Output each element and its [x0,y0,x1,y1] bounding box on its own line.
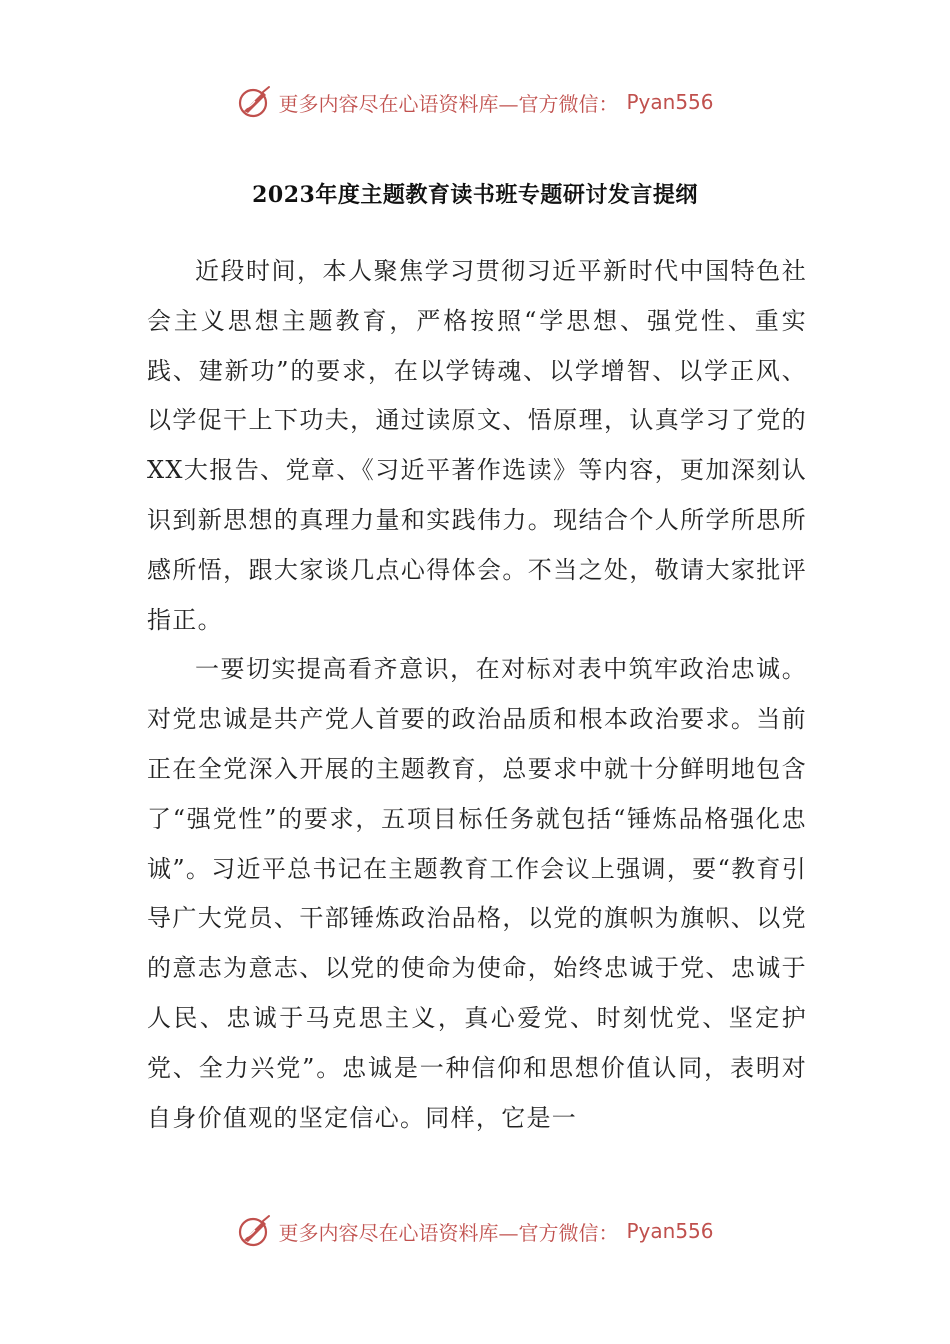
footer-banner-handle: Pyan556 [626,1219,714,1243]
header-banner [0,82,950,122]
paragraph-1: 近段时间，本人聚焦学习贯彻习近平新时代中国特色社会主义思想主题教育，严格按照“学思想、强党性、重实践、建新功”的要求，在以学铸魂、以学增智、以学正风、以学促干上下功夫，通过读原文、悟原理，认真学习了党的XX大报告、党章、《习近平著作选读》等内容，更加深刻认识到新思想的真理力量和实践伟力。现结合个人所学所思所感所悟，跟大家谈几点心得体会。不当之处，敬请大家批评指正。 [147,257,807,634]
quill-logo-icon [236,1213,272,1249]
footer-banner [0,1211,950,1251]
document-body [147,247,807,1143]
quill-logo-icon [236,84,272,120]
document-title: 2023年度主题教育读书班专题研讨发言提纲 [252,182,698,208]
header-banner-text: 更多内容尽在心语资料库—官方微信： [278,91,619,116]
footer-banner-text: 更多内容尽在心语资料库—官方微信： [278,1220,619,1245]
paragraph-2: 一要切实提高看齐意识，在对标对表中筑牢政治忠诚。对党忠诚是共产党人首要的政治品质和根本政治要求。当前正在全党深入开展的主题教育，总要求中就十分鲜明地包含了“强党性”的要求，五项目标任务就包括“锤炼品格强化忠诚”。习近平总书记在主题教育工作会议上强调，要“教育引导广大党员、干部锤炼政治品格，以党的旗帜为旗帜、以党的意志为意志、以党的使命为使命，始终忠诚于党、忠诚于人民、忠诚于马克思主义，真心爱党、时刻忧党、坚定护党、全力兴党”。忠诚是一种信仰和思想价值认同，表明对自身价值观的坚定信心。同样，它是一 [147,655,807,1132]
header-banner-handle: Pyan556 [626,90,714,114]
